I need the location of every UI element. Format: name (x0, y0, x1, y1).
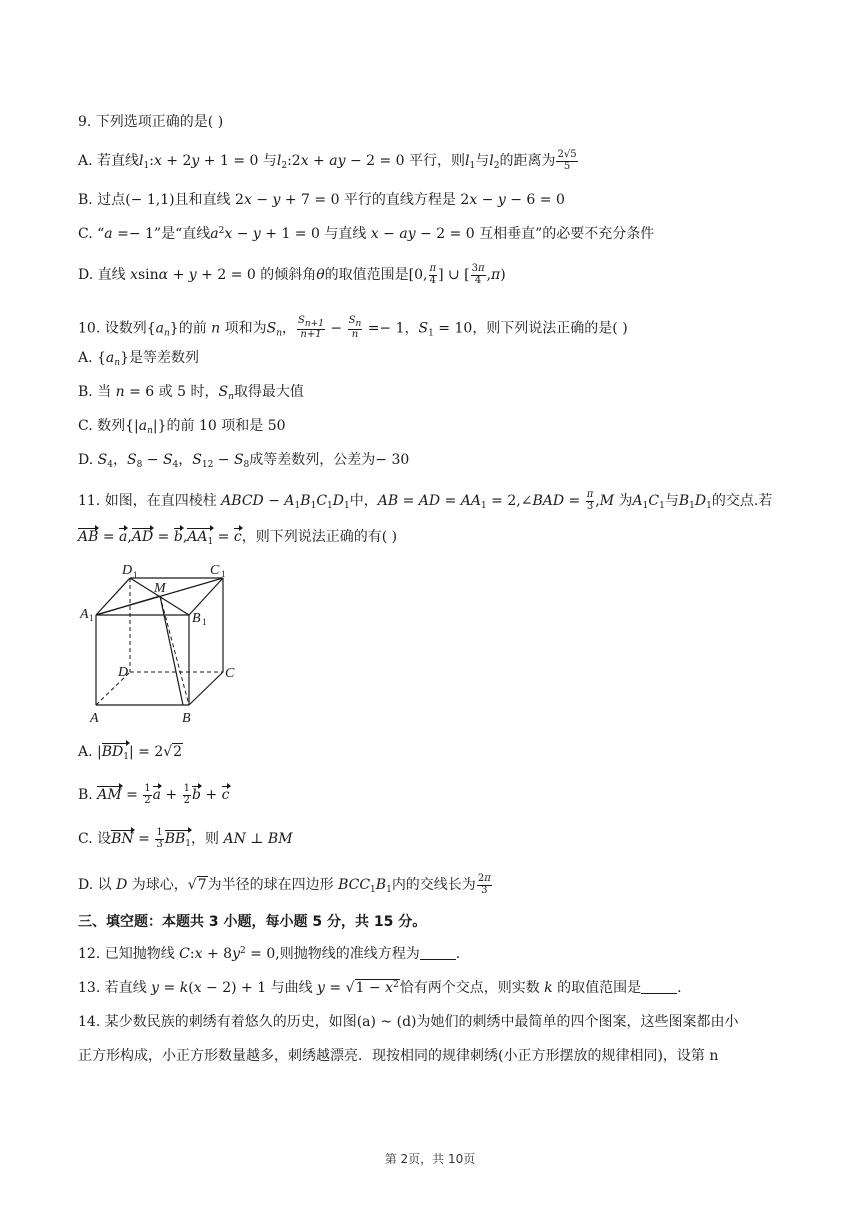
label-a1: A (80, 607, 89, 622)
q10-option-c: C. 数列$\{|a_n|\}$的前 10 项和是 50 (78, 418, 286, 436)
q10-option-b: B. 当 n = 6 或 5 时，$S_n$取得最大值 (78, 384, 304, 402)
label-m: M (154, 581, 166, 596)
label-c: C (225, 666, 235, 681)
q11-option-b: B. AM = $\frac{1}{2}$ a + $\frac{1}{2}$ b + c (78, 783, 230, 806)
q9-option-b: B. 过点(− 1,1)且和直线 2x − y + 7 = 0 平行的直线方程是 2x − y − 6 = 0 (78, 192, 565, 208)
label-d1: D (122, 563, 133, 578)
answer-blank (641, 993, 677, 994)
answer-blank (420, 959, 456, 960)
q10-option-d: D. $S_4$，$S_8 - S_4$，$S_{12} - S_8$成等差数列，公差为− 30 (78, 452, 410, 470)
q14-line2: 正方形构成，小正方形数量越多，刺绣越漂亮．现按相同的规律刺绣(小正方形摆放的规律相同)，设第 n (78, 1048, 719, 1064)
prism-figure (78, 560, 248, 730)
label-d: D (118, 665, 129, 680)
q11-option-c: C. 设BN = $\frac{1}{3}$ $BB_1$，则 AN ⊥ BM (78, 827, 293, 850)
q11-option-a: A. $|BD_1| = 2√2$ (78, 744, 183, 762)
q12: 12. 已知抛物线 C:x + $8y^2 = 0$,则抛物线的准线方程为 . (78, 946, 461, 962)
q11-stem-line1: 11. 如图，在直四棱柱 ABCD − $A_1B_1C_1D_1$中，AB = AD = $AA_1$ = 2,∠BAD = $\frac{\pi}{3}$ ,M 为$A_1C_1$与$B_1D_1$的交点.若 (78, 489, 773, 512)
q9-stem: 9. 下列选项正确的是( ) (78, 114, 224, 130)
svg-text:1: 1 (133, 570, 138, 580)
label-a: A (90, 711, 99, 726)
q14-line1: 14. 某少数民族的刺绣有着悠久的历史，如图(a) ~ (d)为她们的刺绣中最简单的四个图案，这些图案都由小 (78, 1014, 739, 1030)
q10-option-a: A. $\{a_n\}$是等差数列 (78, 350, 199, 368)
q9-option-d: D. 直线 xsinα + y + 2 = 0 的倾斜角θ的取值范围是[0, $\frac{\pi}{4}$ ] ∪ [ $\frac{3\pi}{4}$ ,π) (78, 263, 506, 286)
label-b: B (182, 711, 191, 726)
q13: 13. 若直线 y = k(x − 2) + 1 与曲线 $y = √1 - x^2$恰有两个交点，则实数 k 的取值范围是 . (78, 980, 682, 996)
q11-stem-line2: AB = $a,AD = b,AA_1 = c$，则下列说法正确的有( ) (78, 529, 398, 547)
svg-text:1: 1 (89, 613, 94, 623)
label-b1: B (192, 611, 201, 626)
q10-stem: 10. 设数列$\{a_n\}$的前 n 项和为$S_n$， $\frac{S_{n+1}}{n+1}$ − $\frac{S_n}{n}$ =− 1，$S_1 = 10$，则下列说法正确的是( ) (78, 315, 628, 341)
label-c1: C (210, 563, 220, 578)
page-footer: 第 2页，共 10页 (384, 1152, 476, 1166)
q11-option-d: D. 以 D 为球心，√7为半径的球在四边形 $BCC_1B_1$内的交线长为 $\frac{2\pi}{3}$ (78, 873, 491, 896)
q9-option-c: C. “a =− 1”是“直线$a^2x - y + 1 = 0$ 与直线 x − ay − 2 = 0 互相垂直”的必要不充分条件 (78, 226, 655, 242)
q9-option-a: A. 若直线$l_1:x + 2y + 1 = 0$ 与$l_2:2x$ + ay − 2 = 0 平行，则$l_1$与$l_2$的距离为 $\frac{2√5}{5}$ (78, 149, 577, 172)
svg-text:1: 1 (202, 617, 207, 627)
section-3-heading: 三、填空题：本题共 3 小题，每小题 5 分，共 15 分。 (78, 914, 427, 930)
svg-text:1: 1 (221, 569, 226, 579)
